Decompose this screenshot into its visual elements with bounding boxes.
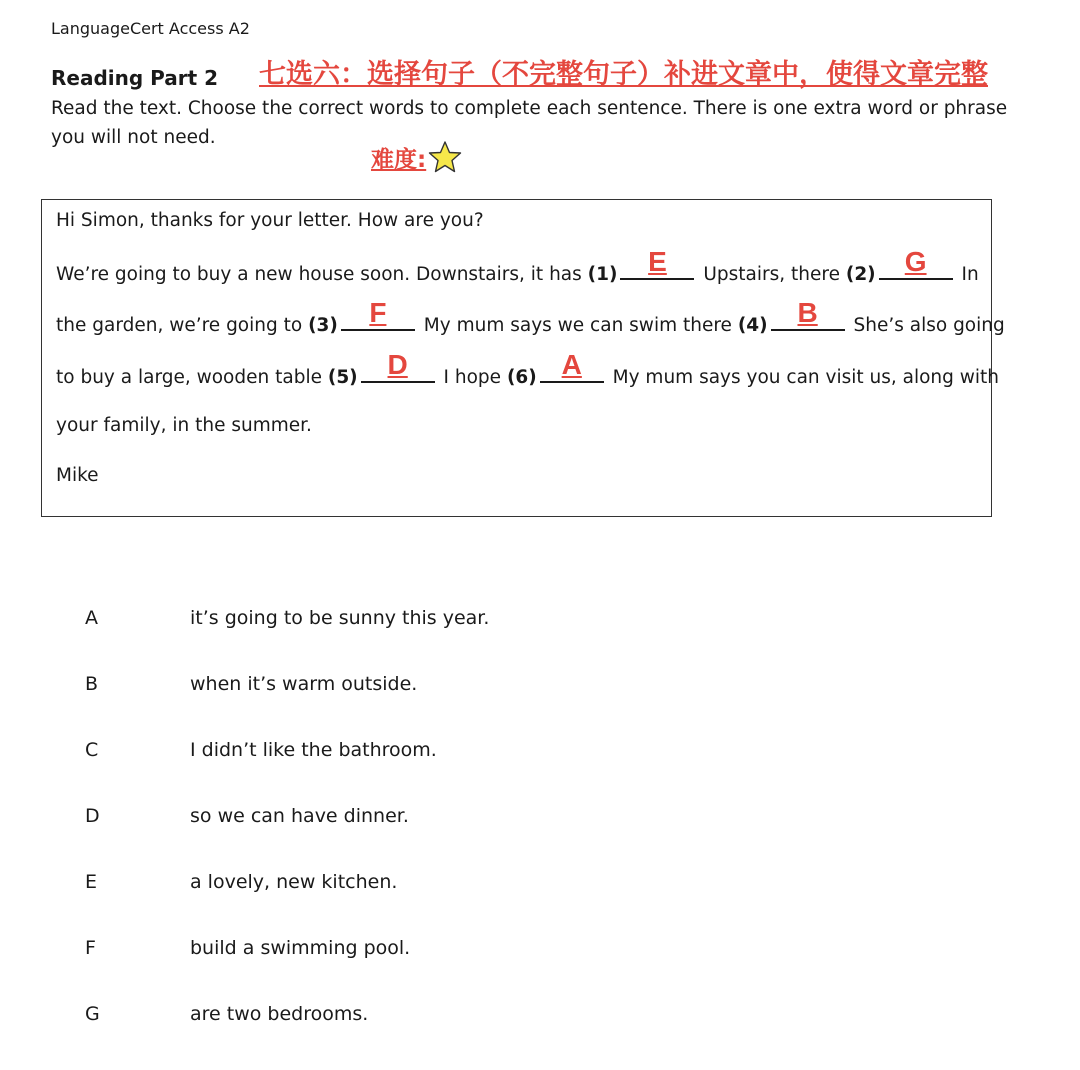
option-letter: C	[85, 739, 99, 761]
answer-blank	[620, 246, 694, 280]
text-segment: I hope	[443, 367, 502, 388]
gap-number: (4)	[737, 315, 768, 336]
answer-blank	[879, 246, 953, 280]
answer-mark: B	[797, 297, 818, 328]
letter-line-3	[56, 297, 1005, 336]
option-letter: A	[85, 607, 98, 629]
gap-number: (5)	[327, 367, 358, 388]
answer-mark: F	[369, 297, 387, 328]
exam-header: LanguageCert Access A2	[51, 19, 250, 38]
option-text: are two bedrooms.	[190, 1003, 369, 1025]
gap-number: (6)	[506, 367, 537, 388]
difficulty-label: 难度:	[371, 146, 427, 173]
option-text: when it’s warm outside.	[190, 673, 418, 695]
text-segment: to buy a large, wooden table	[56, 367, 322, 388]
letter-signoff: Mike	[56, 465, 99, 486]
option-text: it’s going to be sunny this year.	[190, 607, 490, 629]
answer-mark: G	[904, 246, 927, 277]
option-text: I didn’t like the bathroom.	[190, 739, 437, 761]
text-segment: My mum says you can visit us, along with	[612, 367, 1000, 388]
difficulty-rating	[371, 140, 462, 174]
text-segment: We’re going to buy a new house soon. Downstairs, it has	[56, 264, 582, 285]
chinese-annotation: 七选六：选择句子（不完整句子）补进文章中，使得文章完整	[259, 59, 988, 90]
gap-number: (3)	[308, 315, 338, 336]
gap-number: (2)	[845, 264, 876, 285]
answer-blank	[771, 297, 845, 331]
answer-blank	[540, 349, 604, 383]
option-letter: B	[85, 673, 99, 695]
instructions: Read the text. Choose the correct words to complete each sentence. There is one extra word or phrase you will not need.	[51, 98, 1008, 148]
answer-mark: E	[648, 246, 667, 277]
text-segment: She’s also going	[853, 315, 1005, 336]
option-letter: F	[85, 937, 96, 959]
text-segment: the garden, we’re going to	[56, 315, 303, 336]
letter-line-4	[56, 349, 1000, 388]
option-text: build a swimming pool.	[190, 937, 411, 959]
option-text: so we can have dinner.	[190, 805, 409, 827]
option-letter: E	[85, 871, 98, 893]
text-segment: Upstairs, there	[703, 264, 840, 285]
page-title: Reading Part 2	[51, 66, 219, 90]
letter-greeting: Hi Simon, thanks for your letter. How are you?	[56, 210, 484, 231]
answer-blank	[361, 349, 435, 383]
letter-box	[41, 199, 992, 517]
answer-blank	[341, 297, 415, 331]
answer-mark: D	[387, 349, 408, 380]
option-letter: D	[85, 805, 100, 827]
star-icon	[428, 140, 462, 174]
letter-line-5: your family, in the summer.	[56, 415, 312, 436]
answer-mark: A	[561, 349, 582, 380]
text-segment: In	[961, 264, 979, 285]
text-segment: My mum says we can swim there	[423, 315, 732, 336]
gap-number: (1)	[587, 264, 618, 285]
letter-line-2	[56, 246, 979, 285]
option-text: a lovely, new kitchen.	[190, 871, 398, 893]
option-letter: G	[85, 1003, 100, 1025]
